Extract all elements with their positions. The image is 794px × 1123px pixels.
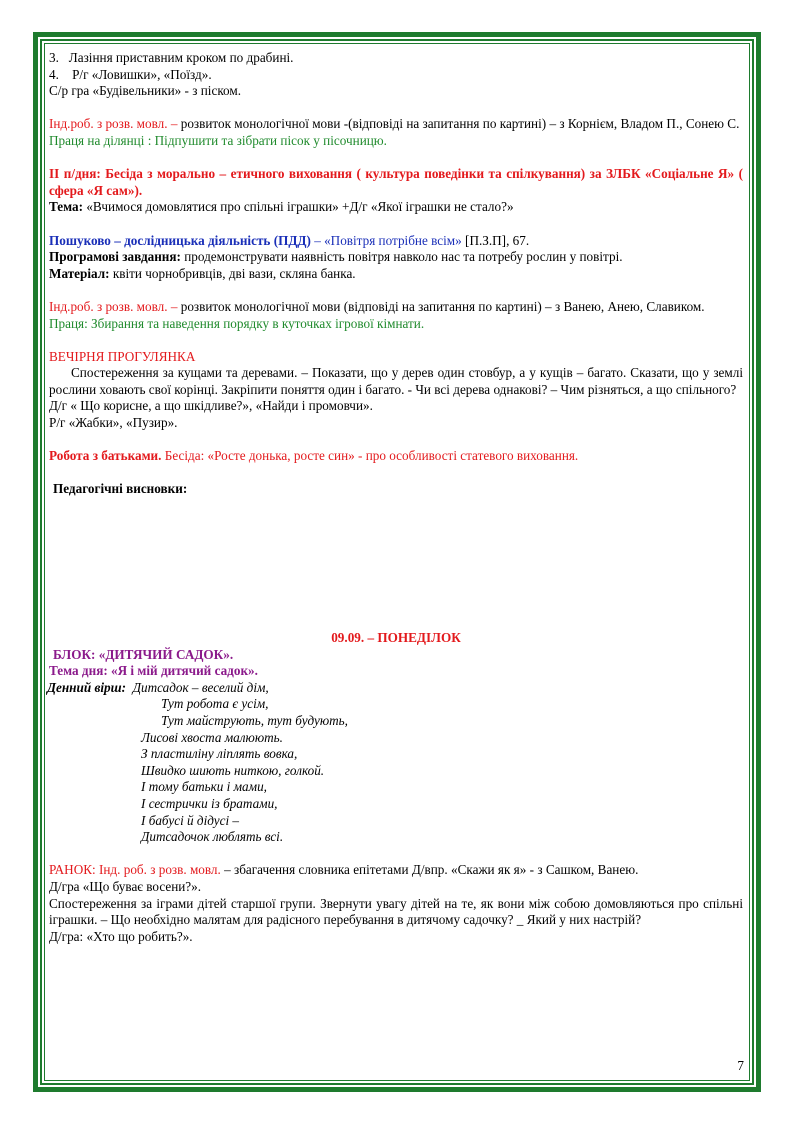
morning-text: – збагачення словника епітетами Д/впр. «Скажи як я» - з Сашком, Ванею. [220, 862, 639, 878]
verse-line: І бабусі й дідусі – [141, 812, 240, 828]
research-label: Пошуково – дослідницька діяльність (ПДД) [49, 232, 311, 248]
individual-work-label: Інд.роб. з розв. мовл. – [49, 116, 181, 132]
verse-line: Тут робота є усім, [161, 696, 269, 712]
verse-line: З пластиліну ліплять вовка, [141, 746, 298, 762]
research-title: – «Повітря потрібне всім» [310, 232, 462, 248]
parents-work-line [49, 448, 743, 465]
verse-line: Швидко шиють ниткою, голкой. [141, 762, 325, 778]
individual-work-label-2: Інд.роб. з розв. мовл. – [49, 298, 181, 314]
page-number: 7 [737, 1058, 744, 1073]
activity-line-3: 3. Лазіння приставним кроком по драбині. [49, 50, 294, 65]
morning-label: РАНОК: Інд. роб. з розв. мовл. [49, 862, 221, 878]
activity-line-4: 4. Р/г «Ловишки», «Поїзд». [49, 66, 212, 82]
parents-work-label: Робота з батьками. [49, 448, 162, 464]
block-heading: БЛОК: «ДИТЯЧИЙ САДОК». [53, 646, 234, 662]
verse-line: І сестрички із братами, [141, 795, 278, 811]
document-body [49, 50, 743, 945]
verse-line: Дитсадок – веселий дім, [132, 679, 269, 695]
individual-work-1 [49, 116, 743, 133]
role-play-line: С/р гра «Будівельники» - з піском. [49, 83, 242, 99]
individual-work-text-2: розвиток монологічної мови (відповіді на запитання по картині) – з Ванею, Анею, Славиком. [180, 298, 705, 314]
verse-line: Лисові хвоста малюють. [141, 729, 283, 745]
verse-first-line [47, 680, 743, 697]
parents-work-text: Бесіда: «Росте донька, росте син» - про особливості статевого виховання. [161, 448, 579, 464]
verse-line: Дитсадочок люблять всі. [141, 829, 284, 845]
individual-work-text: розвиток монологічної мови -(відповіді на запитання по картині) – з Корнієм, Владом П., Сонею С. [180, 116, 740, 132]
pedagogical-conclusions: Педагогічні висновки: [53, 481, 188, 497]
tasks-label: Програмові завдання: [49, 249, 181, 265]
verse-label: Денний вірш: [47, 679, 126, 695]
material-text: квіти чорнобривців, дві вази, скляна банка. [109, 265, 356, 281]
morning-line [49, 862, 743, 879]
day-theme: Тема дня: «Я і мій дитячий садок». [49, 663, 258, 679]
material-label: Матеріал: [49, 265, 110, 281]
tasks-text: продемонструвати наявність повітря навколо нас та потребу рослин у повітрі. [180, 249, 623, 265]
labor-line-1: Праця на ділянці : Підпушити та зібрати пісок у пісочницю. [49, 132, 387, 148]
individual-work-2 [49, 299, 743, 316]
verse-line: Тут майструють, тут будують, [161, 713, 348, 728]
verse-line: І тому батьки і мами, [141, 779, 267, 795]
research-line [49, 233, 743, 250]
didactic-game-line: Д/г « Що корисне, а що шкідливе?», «Найди і промовчи». [49, 398, 373, 414]
theme-text: «Вчимося домовлятися про спільні іграшки» +Д/г «Якої іграшки не стало?» [83, 199, 514, 215]
evening-walk-text: Спостереження за кущами та деревами. – Показати, що у дерев один стовбур, а у кущів – багато. Сказати, що у землі рослини ховають свої корінці. Закріпити поняття один і багато. - Чи всі дерева однакові? – Чим різняться, а що спільного? [49, 365, 743, 397]
theme-line [49, 199, 743, 216]
didactic-game-who-does: Д/гра: «Хто що робить?». [49, 928, 193, 944]
material-line [49, 266, 743, 283]
didactic-game-autumn: Д/гра «Що буває восени?». [49, 878, 202, 894]
theme-label: Тема: [49, 199, 84, 215]
labor-line-2: Праця: Збирання та наведення порядку в куточках ігрової кімнати. [49, 315, 425, 331]
evening-walk-heading: ВЕЧІРНЯ ПРОГУЛЯНКА [49, 348, 196, 364]
research-reference: [П.З.П], 67. [461, 232, 530, 248]
afternoon-heading: ІІ п/дня: Бесіда з морально – етичного виховання ( культура поведінки та спілкування) за ЗЛБК «Соціальне Я» ( сфера «Я сам»). [49, 166, 743, 198]
movement-game-line: Р/г «Жабки», «Пузир». [49, 415, 178, 431]
tasks-line [49, 249, 743, 266]
date-heading: 09.09. – ПОНЕДІЛОК [331, 630, 461, 646]
observation-text: Спостереження за іграми дітей старшої групи. Звернути увагу дітей на те, як вони між собою домовляються про спільні іграшки. – Що необхідно малятам для радісного перебування в дитячому садочку? _ Який у них настрій? [49, 895, 743, 928]
